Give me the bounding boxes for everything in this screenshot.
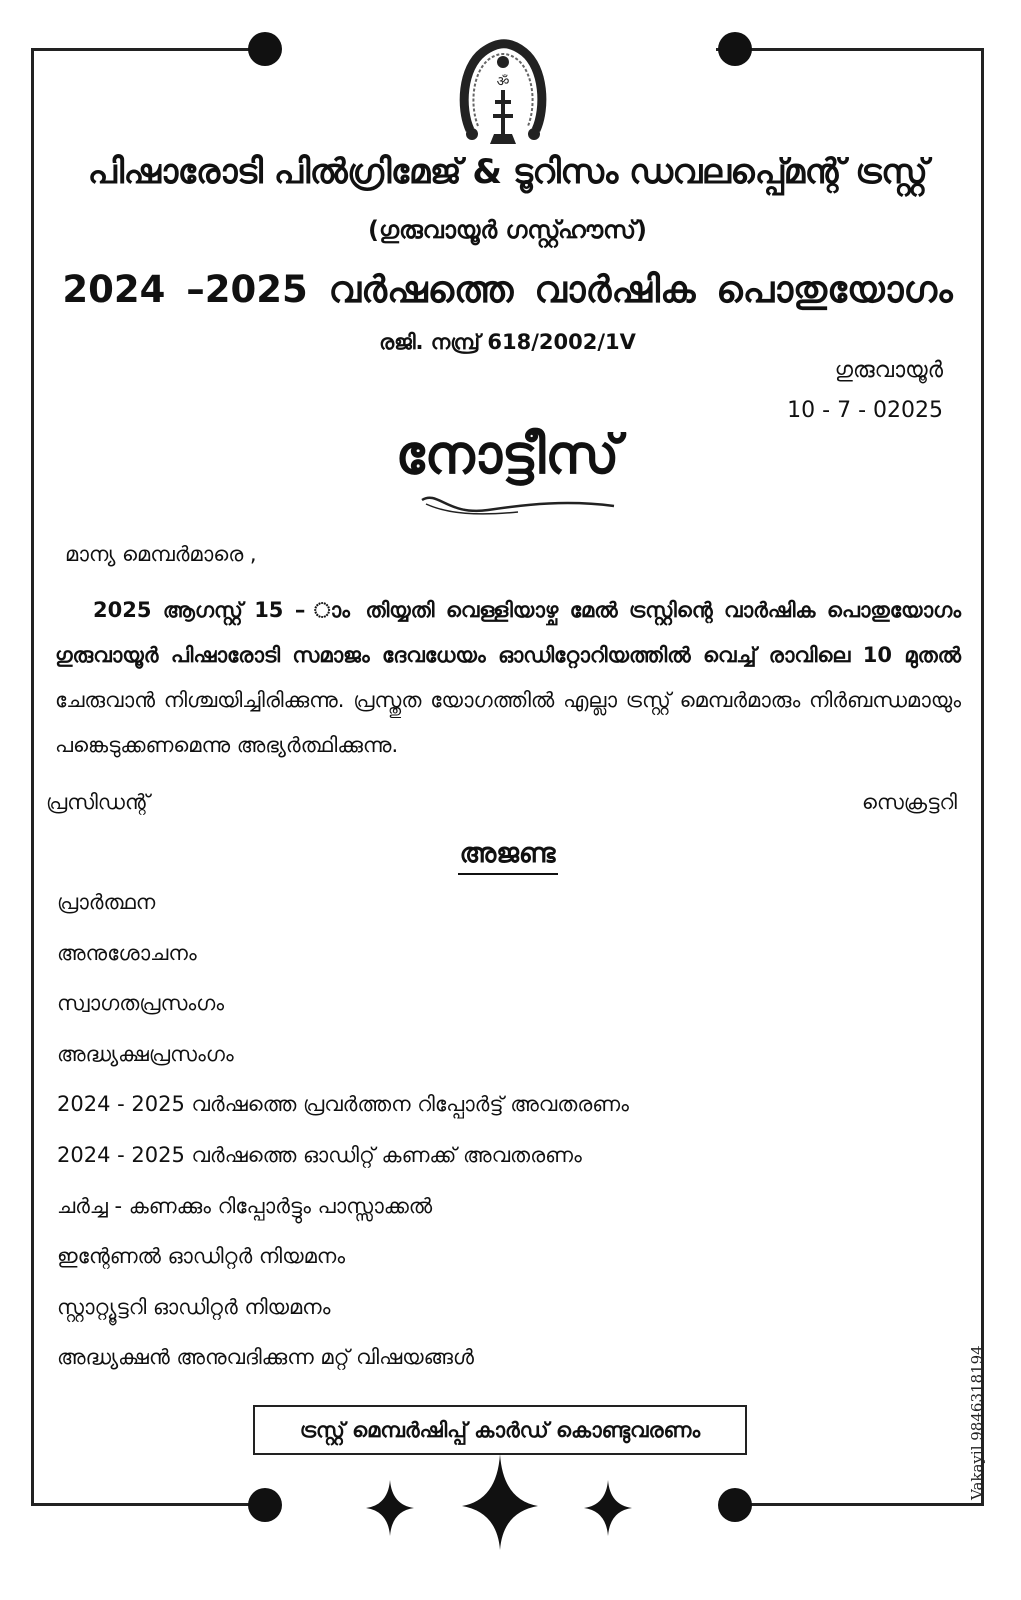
agenda-item: ഇന്റേണൽ ഓഡിറ്റർ നിയമനം <box>57 1244 346 1269</box>
sparkle-decoration <box>350 1450 670 1550</box>
sparkle-icon-right <box>584 1480 632 1536</box>
registration-number: രജി. നമ്പ്ര് 618/2002/1V <box>379 330 636 354</box>
agenda-item: പ്രാർത്ഥന <box>57 890 156 914</box>
svg-text:ॐ: ॐ <box>496 74 510 90</box>
designer-credit: Vakayil 9846318194 <box>968 1345 986 1500</box>
agenda-item: അദ്ധ്യക്ഷൻ അനുവദിക്കുന്ന മറ്റ് വിഷയങ്ങൾ <box>57 1345 475 1370</box>
trust-emblem-logo <box>458 38 548 150</box>
agenda-list <box>57 884 629 1390</box>
notice-body <box>55 588 961 768</box>
notice-date: 10 - 7 - 02025 <box>787 398 943 423</box>
notice-body-bold: 2025 ആഗസ്റ്റ് 15 – ാം തിയ്യതി വെള്ളിയാഴ്ച മേൽ ട്രസ്റ്റിന്റെ വാർഷിക പൊതുയോഗം ഗുരുവായൂർ പിഷാരോടി സമാജം ദേവധേയം ഓഡിറ്റോറിയത്തിൽ വെച്ച് രാവിലെ 10 മുതൽ <box>55 598 961 667</box>
agenda-heading <box>31 838 984 870</box>
sparkle-icon-left <box>366 1480 414 1536</box>
agenda-item: സ്വാഗതപ്രസംഗം <box>57 991 225 1016</box>
agenda-item: ചർച്ച - കണക്കും റിപ്പോർട്ടും പാസ്സാക്കൽ <box>57 1193 433 1218</box>
corner-dot-top-left <box>248 32 282 66</box>
meeting-heading: 2024 –2025 വർഷത്തെ വാർഷിക പൊതുയോഗം <box>62 268 953 311</box>
agenda-item: അനുശോചനം <box>57 940 197 965</box>
sparkle-icon-center <box>462 1454 538 1550</box>
corner-dot-bottom-left <box>248 1488 282 1522</box>
place-name: ഗുരുവായൂർ <box>834 358 943 383</box>
agenda-heading-text: അജണ്ട <box>458 838 558 875</box>
organization-subtitle: (ഗുരുവായൂർ ഗസ്റ്റ്ഹൗസ്) <box>368 216 647 244</box>
salutation: മാന്യ മെമ്പർമാരെ , <box>65 542 257 566</box>
agenda-item: അദ്ധ്യക്ഷപ്രസംഗം <box>57 1041 234 1066</box>
secretary-signature: സെക്രട്ടറി <box>861 790 957 814</box>
corner-dot-bottom-right <box>718 1488 752 1522</box>
organization-name: പിഷാരോടി പിൽഗ്രിമേജ് & ടൂറിസം ഡവലപ്പ്മെന്റ് ട്രസ്റ്റ് <box>87 152 928 192</box>
notice-body-regular: ചേരുവാൻ നിശ്ചയിച്ചിരിക്കുന്നു. പ്രസ്തുത യോഗത്തിൽ എല്ലാ ട്രസ്റ്റ് മെമ്പർമാരും നിർബന്ധമായും പങ്കെടുക്കണമെന്നു അഭ്യർത്ഥിക്കുന്നു. <box>55 688 961 757</box>
title-swash-decoration <box>418 486 618 522</box>
membership-card-note: ട്രസ്റ്റ് മെമ്പർഷിപ്പ് കാർഡ് കൊണ്ടുവരണം <box>253 1405 747 1455</box>
agenda-item: 2024 - 2025 വർഷത്തെ ഓഡിറ്റ് കണക്ക് അവതരണം <box>57 1142 582 1167</box>
notice-title: നോട്ടീസ് <box>395 422 620 486</box>
corner-dot-top-right <box>718 32 752 66</box>
president-signature: പ്രസിഡന്റ് <box>46 790 150 814</box>
agenda-item: 2024 - 2025 വർഷത്തെ പ്രവർത്തന റിപ്പോർട്ട് അവതരണം <box>57 1092 629 1117</box>
agenda-item: സ്റ്റാറ്റ്യൂട്ടറി ഓഡിറ്റർ നിയമനം <box>57 1294 331 1319</box>
